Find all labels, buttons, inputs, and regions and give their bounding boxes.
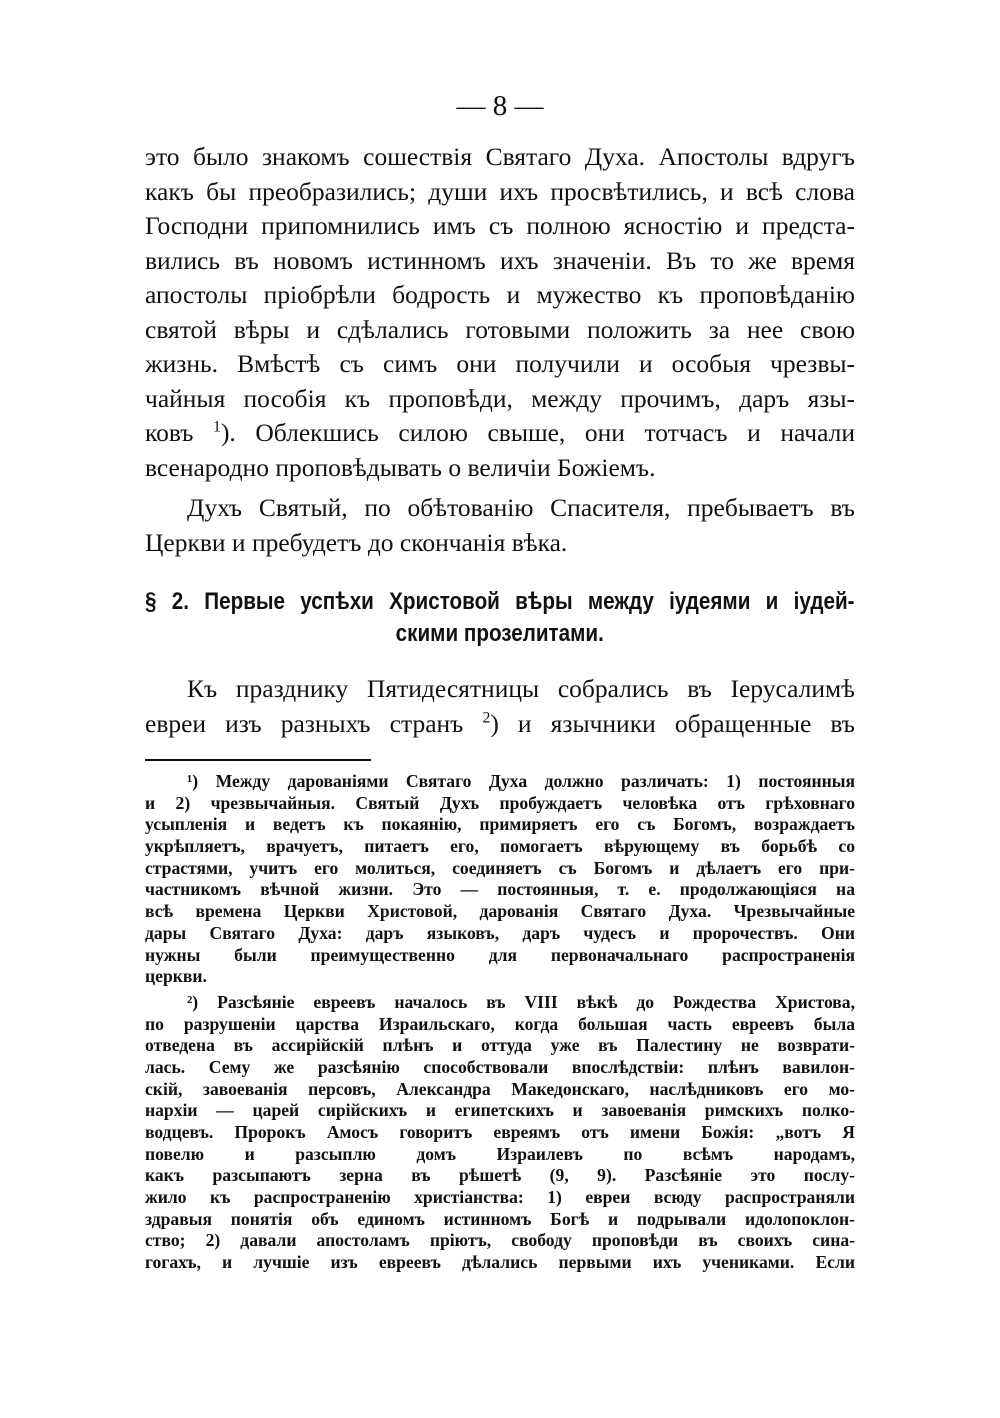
paragraph [145, 491, 855, 560]
footnote-divider [145, 759, 371, 761]
heading-line: § 2. Первые успѣхи Христовой вѣры между іудеями и іудей- [145, 588, 855, 615]
footnote-line: какъ разсыпаютъ зерна въ рѣшетѣ (9, 9). Разсѣяніе это послу- [145, 1165, 855, 1186]
footnote-line: здравыя понятія объ единомъ истинномъ Богѣ и подрывали идолопоклон- [145, 1208, 855, 1229]
text-line: вились въ новомъ истинномъ ихъ значеніи. Въ то же время [145, 245, 855, 275]
footnote-marker: ¹) [187, 771, 199, 791]
footnote-line: церкви. [145, 966, 207, 987]
page-number: — 8 — [456, 90, 544, 122]
footnote-line: частникомъ вѣчной жизни. Это — постоянныя, т. е. продолжающіяся на [145, 879, 855, 900]
text-line: всенародно проповѣдывать о величіи Божіемъ. [145, 452, 656, 482]
footnote-reference-2[interactable]: 2 [482, 709, 491, 726]
footnote-line: ство; 2) давали апостоламъ пріютъ, свободу проповѣди въ своихъ сина- [145, 1230, 855, 1251]
footnote-line: отведена въ ассирійскій плѣнъ и оттуда уже въ Палестину не возврати- [145, 1035, 855, 1056]
text-line: какъ бы преобразились; души ихъ просвѣтились, и всѣ слова [145, 176, 855, 206]
book-page [145, 88, 855, 1274]
text-line: Духъ Святый, по обѣтованію Спасителя, пребываетъ въ [187, 493, 855, 522]
line-text: ). Облекшись силою свыше, они тотчасъ и начали [220, 418, 856, 447]
footnote-line [145, 771, 855, 793]
footnote-line [145, 992, 855, 1014]
text-line: апостолы пріобрѣли бодрость и мужество къ проповѣданію [145, 280, 855, 309]
footnote-line: усыпленія и ведетъ къ покаянію, примиряетъ его съ Богомъ, возраждаетъ [145, 814, 855, 835]
footnote-2 [145, 992, 855, 1274]
line-text: Разсѣяніе евреевъ началось въ VIII вѣкѣ до Рождества Христова, [198, 991, 855, 1012]
paragraph [145, 140, 855, 485]
text-line [145, 707, 855, 742]
footnote-line: всѣ времена Церкви Христовой, дарованія Святаго Духа. Чрезвычайные [145, 901, 855, 922]
footnote-marker: ²) [187, 991, 199, 1012]
line-text: евреи изъ разныхъ странъ [145, 708, 483, 738]
footnote-line: страстями, учитъ его молиться, соединяетъ съ Богомъ и дѣлаетъ его при- [145, 857, 855, 878]
footnote-reference-1[interactable]: 1 [213, 418, 221, 436]
footnote-line: жило къ распространенію христіанства: 1) евреи всюду распространяли [145, 1187, 855, 1208]
footnote-line: нужны были преимущественно для первоначальнаго распространенія [145, 944, 855, 965]
line-text: Между дарованіями Святаго Духа должно различать: 1) постоянныя [198, 771, 855, 791]
footnote-line: лась. Сему же разсѣянію способствовали впослѣдствіи: плѣнъ вавилон- [145, 1056, 855, 1077]
footnote-line: нархіи — царей сирійскихъ и египетскихъ и завоеванія римскихъ полко- [145, 1100, 855, 1121]
footnote-line: укрѣпляетъ, врачуетъ, питаетъ его, помогаетъ вѣрующему въ борьбѣ со [145, 836, 855, 857]
footnote-line: скій, завоеванія персовъ, Александра Македонскаго, наслѣдниковъ его мо- [145, 1078, 855, 1099]
footnote-line: и 2) чрезвычайныя. Святый Духъ пробуждаетъ человѣка отъ грѣховнаго [145, 792, 855, 813]
line-text: ) и язычники обращенные въ [490, 708, 855, 738]
footnote-line: гогахъ, и лучшіе изъ евреевъ дѣлались первыми ихъ учениками. Если [145, 1252, 855, 1273]
footnote-1 [145, 771, 855, 988]
text-line: чайныя пособія къ проповѣди, между прочимъ, даръ язы- [145, 383, 855, 413]
footnote-line: водцевъ. Пророкъ Амосъ говоритъ евреямъ отъ имени Божія: „вотъ Я [145, 1122, 855, 1142]
line-text: ковъ [145, 418, 214, 447]
footnote-line: повелю и разсыплю домъ Израилевъ по всѣмъ народамъ, [145, 1143, 855, 1164]
text-line: жизнь. Вмѣстѣ съ симъ они получили и особыя чрезвы- [145, 349, 855, 378]
text-line: святой вѣры и сдѣлались готовыми положить за нее свою [145, 314, 855, 344]
paragraph [145, 672, 855, 741]
heading-line: скими прозелитами. [395, 620, 604, 647]
text-line [145, 416, 855, 451]
footnote-line: дары Святаго Духа: даръ языковъ, даръ чудесъ и пророчествъ. Они [145, 922, 855, 943]
footnote-line: по разрушеніи царства Израильскаго, когда большая часть евреевъ была [145, 1013, 855, 1034]
text-line: это было знакомъ сошествія Святаго Духа. Апостолы вдругъ [145, 142, 855, 171]
section-heading [145, 586, 855, 650]
text-line: Церкви и пребудетъ до скончанія вѣка. [145, 527, 568, 557]
text-line: Къ празднику Пятидесятницы собрались въ Іерусалимѣ [187, 674, 855, 703]
text-line: Господни припомнились имъ съ полною ясностію и предста- [145, 211, 855, 240]
